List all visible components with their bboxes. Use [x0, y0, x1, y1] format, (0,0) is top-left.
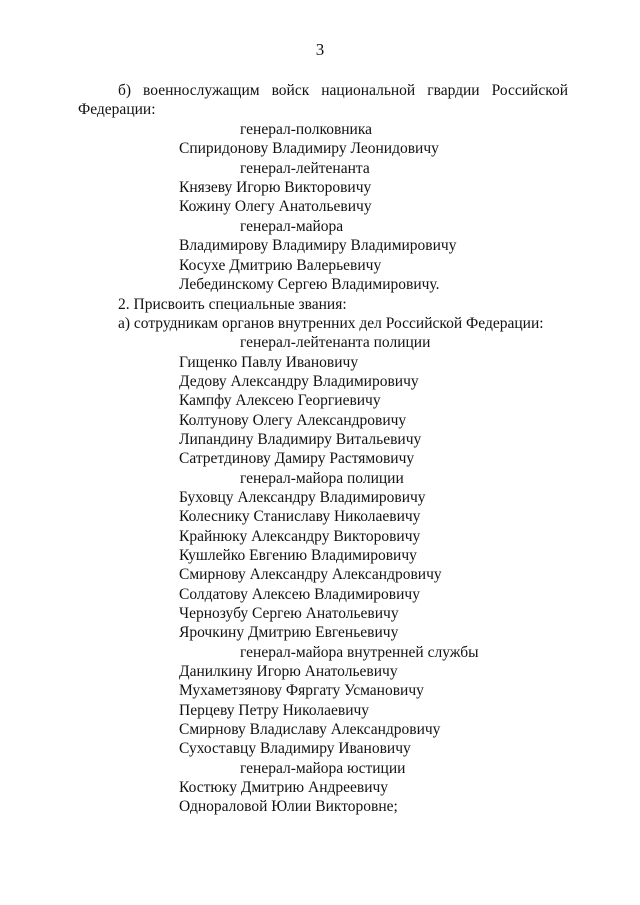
person-name: Липандину Владимиру Витальевичу	[179, 431, 422, 448]
rank-heading: генерал-майора юстиции	[240, 760, 406, 777]
person-name: Ярочкину Дмитрию Евгеньевичу	[179, 624, 399, 641]
person-name: Кушлейко Евгению Владимировичу	[179, 547, 417, 564]
person-name: Спиридонову Владимиру Леонидовичу	[179, 140, 439, 157]
person-name: Мухаметзянову Фяргату Усмановичу	[179, 682, 424, 699]
person-name: Сухоставцу Владимиру Ивановичу	[179, 740, 411, 757]
person-name: Владимирову Владимиру Владимировичу	[179, 237, 457, 254]
rank-heading: генерал-полковника	[240, 121, 373, 138]
person-name: Костюку Дмитрию Андреевичу	[179, 779, 389, 796]
person-name: Лебединскому Сергею Владимировичу.	[179, 276, 440, 293]
rank-heading: генерал-майора	[240, 218, 344, 235]
page-number: 3	[315, 40, 325, 59]
rank-heading: генерал-лейтенанта	[240, 160, 370, 177]
person-name: Смирнову Владиславу Александровичу	[179, 721, 441, 738]
person-name: Чернозубу Сергею Анатольевичу	[179, 605, 399, 622]
person-name: Перцеву Петру Николаевичу	[179, 702, 370, 719]
person-name: Косухе Дмитрию Валерьевичу	[179, 257, 382, 274]
rank-heading: генерал-лейтенанта полиции	[240, 334, 431, 351]
person-name: Дедову Александру Владимировичу	[179, 373, 419, 390]
person-name: Кожину Олегу Анатольевичу	[179, 198, 372, 215]
person-name: Солдатову Алексею Владимировичу	[179, 586, 420, 603]
rank-heading: генерал-майора внутренней службы	[240, 644, 479, 661]
person-name: Князеву Игорю Викторовичу	[179, 179, 372, 196]
section-b-heading-line1: б) военнослужащим войск национальной гвардии Российской	[118, 82, 568, 99]
item-2-heading: 2. Присвоить специальные звания:	[118, 296, 347, 313]
person-name: Данилкину Игорю Анатольевичу	[179, 663, 398, 680]
section-b-heading-line2: Федерации:	[78, 101, 156, 118]
section-a-heading: а) сотрудникам органов внутренних дел Российской Федерации:	[118, 315, 544, 332]
person-name: Сатретдинову Дамиру Растямовичу	[179, 450, 415, 467]
rank-heading: генерал-майора полиции	[240, 470, 404, 487]
person-name: Однораловой Юлии Викторовне;	[179, 798, 398, 815]
person-name: Гищенко Павлу Ивановичу	[179, 354, 359, 371]
person-name: Буховцу Александру Владимировичу	[179, 489, 426, 506]
person-name: Кампфу Алексею Георгиевичу	[179, 392, 381, 409]
person-name: Смирнову Александру Александровичу	[179, 566, 442, 583]
person-name: Колтунову Олегу Александровичу	[179, 412, 407, 429]
person-name: Колеснику Станиславу Николаевичу	[179, 508, 421, 525]
person-name: Крайнюку Александру Викторовичу	[179, 528, 421, 545]
